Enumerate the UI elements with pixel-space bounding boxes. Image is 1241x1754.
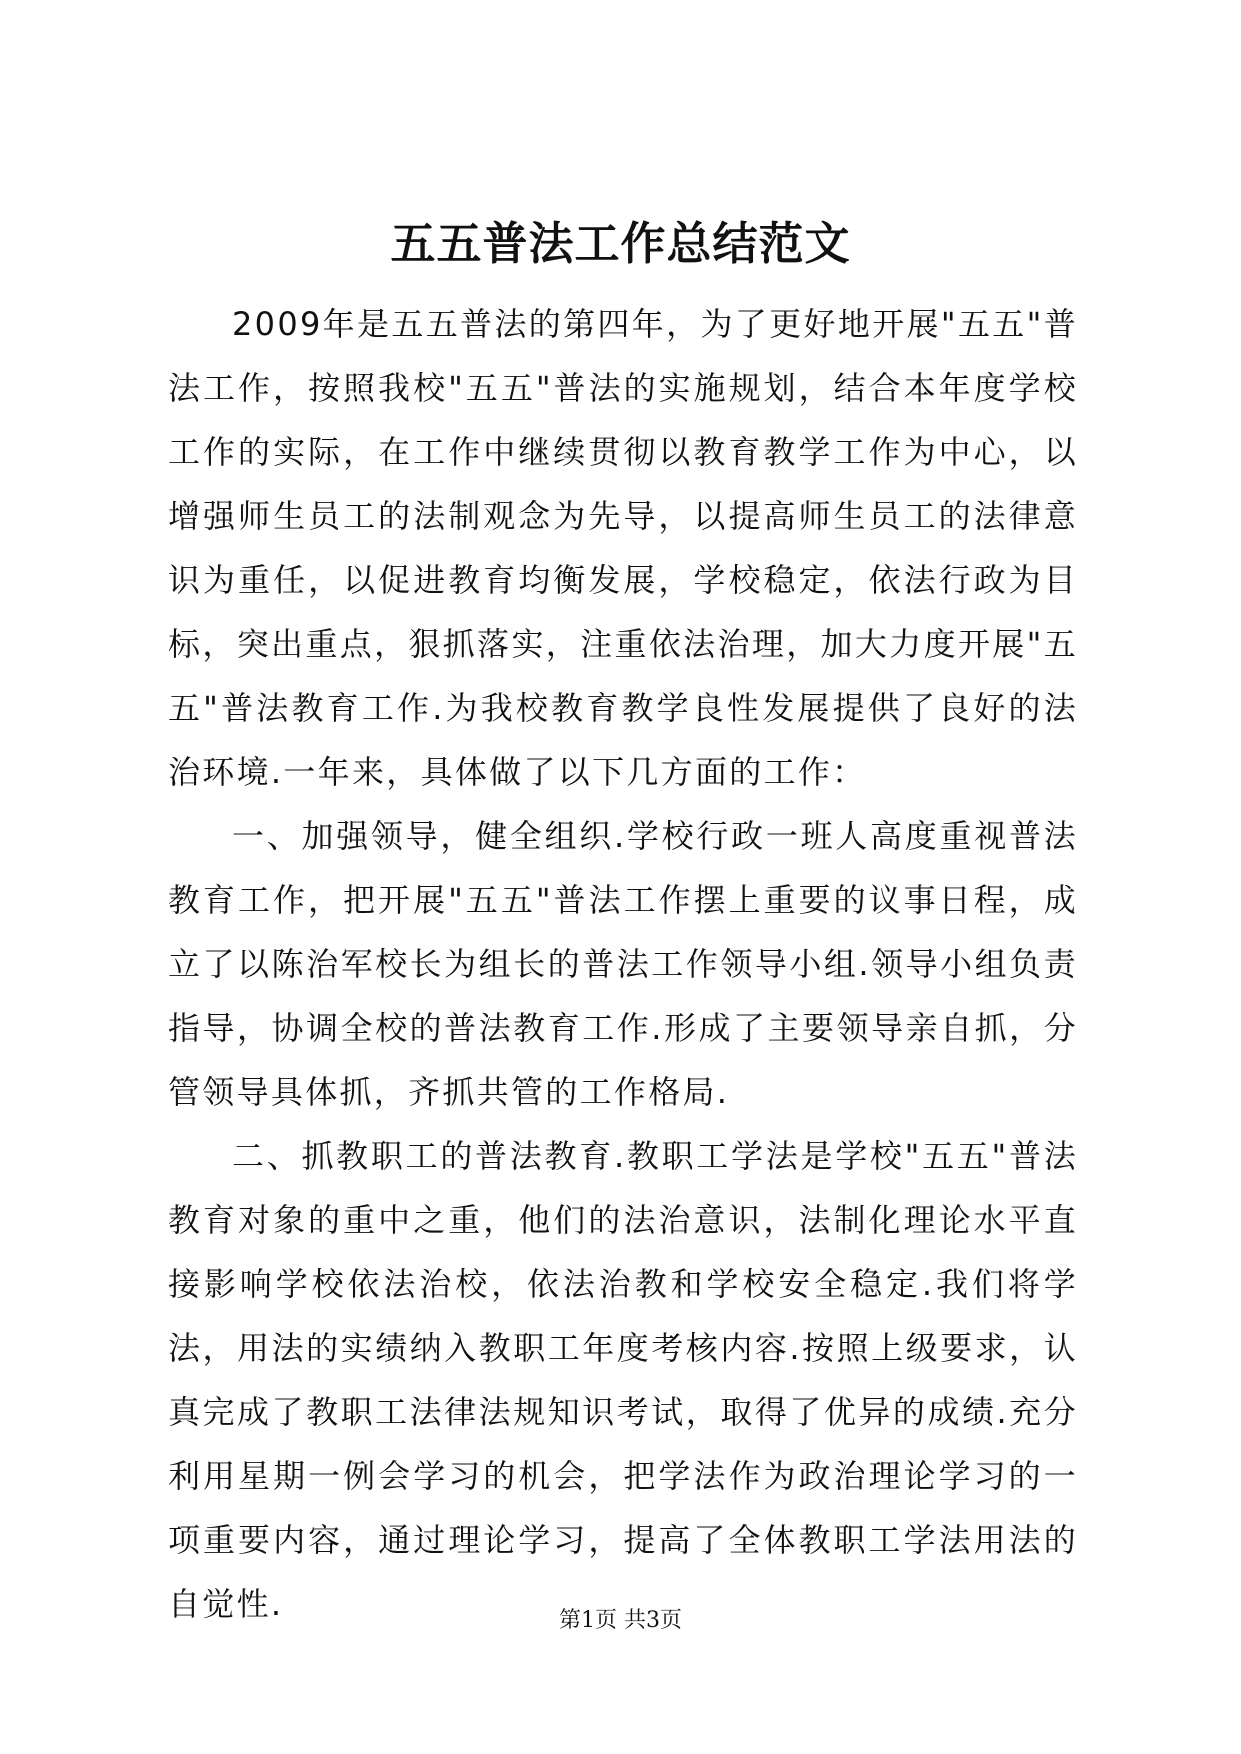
- document-title: 五五普法工作总结范文: [390, 217, 851, 270]
- paragraph-intro: 2009年是五五普法的第四年，为了更好地开展"五五"普法工作，按照我校"五五"普法的实施规划，结合本年度学校工作的实际，在工作中继续贯彻以教育教学工作为中心，以增强师生员工的法制观念为先导，以提高师生员工的法律意识为重任，以促进教育均衡发展，学校稳定，依法行政为目标，突出重点，狠抓落实，注重依法治理，加大力度开展"五五"普法教育工作.为我校教育教学良性发展提供了良好的法治环境.一年来，具体做了以下几方面的工作：: [168, 305, 1078, 791]
- paragraph-section-2: 二、抓教职工的普法教育.教职工学法是学校"五五"普法教育对象的重中之重，他们的法治意识，法制化理论水平直接影响学校依法治校，依法治教和学校安全稳定.我们将学法，用法的实绩纳入教职工年度考核内容.按照上级要求，认真完成了教职工法律法规知识考试，取得了优异的成绩.充分利用星期一例会学习的机会，把学法作为政治理论学习的一项重要内容，通过理论学习，提高了全体教职工学法用法的自觉性.: [168, 1137, 1078, 1623]
- document-body: [168, 292, 1078, 1636]
- page-footer: 第1页 共3页: [559, 1608, 682, 1633]
- paragraph-section-1: 一、加强领导，健全组织.学校行政一班人高度重视普法教育工作，把开展"五五"普法工作摆上重要的议事日程，成立了以陈治军校长为组长的普法工作领导小组.领导小组负责指导，协调全校的普法教育工作.形成了主要领导亲自抓，分管领导具体抓，齐抓共管的工作格局.: [168, 817, 1078, 1111]
